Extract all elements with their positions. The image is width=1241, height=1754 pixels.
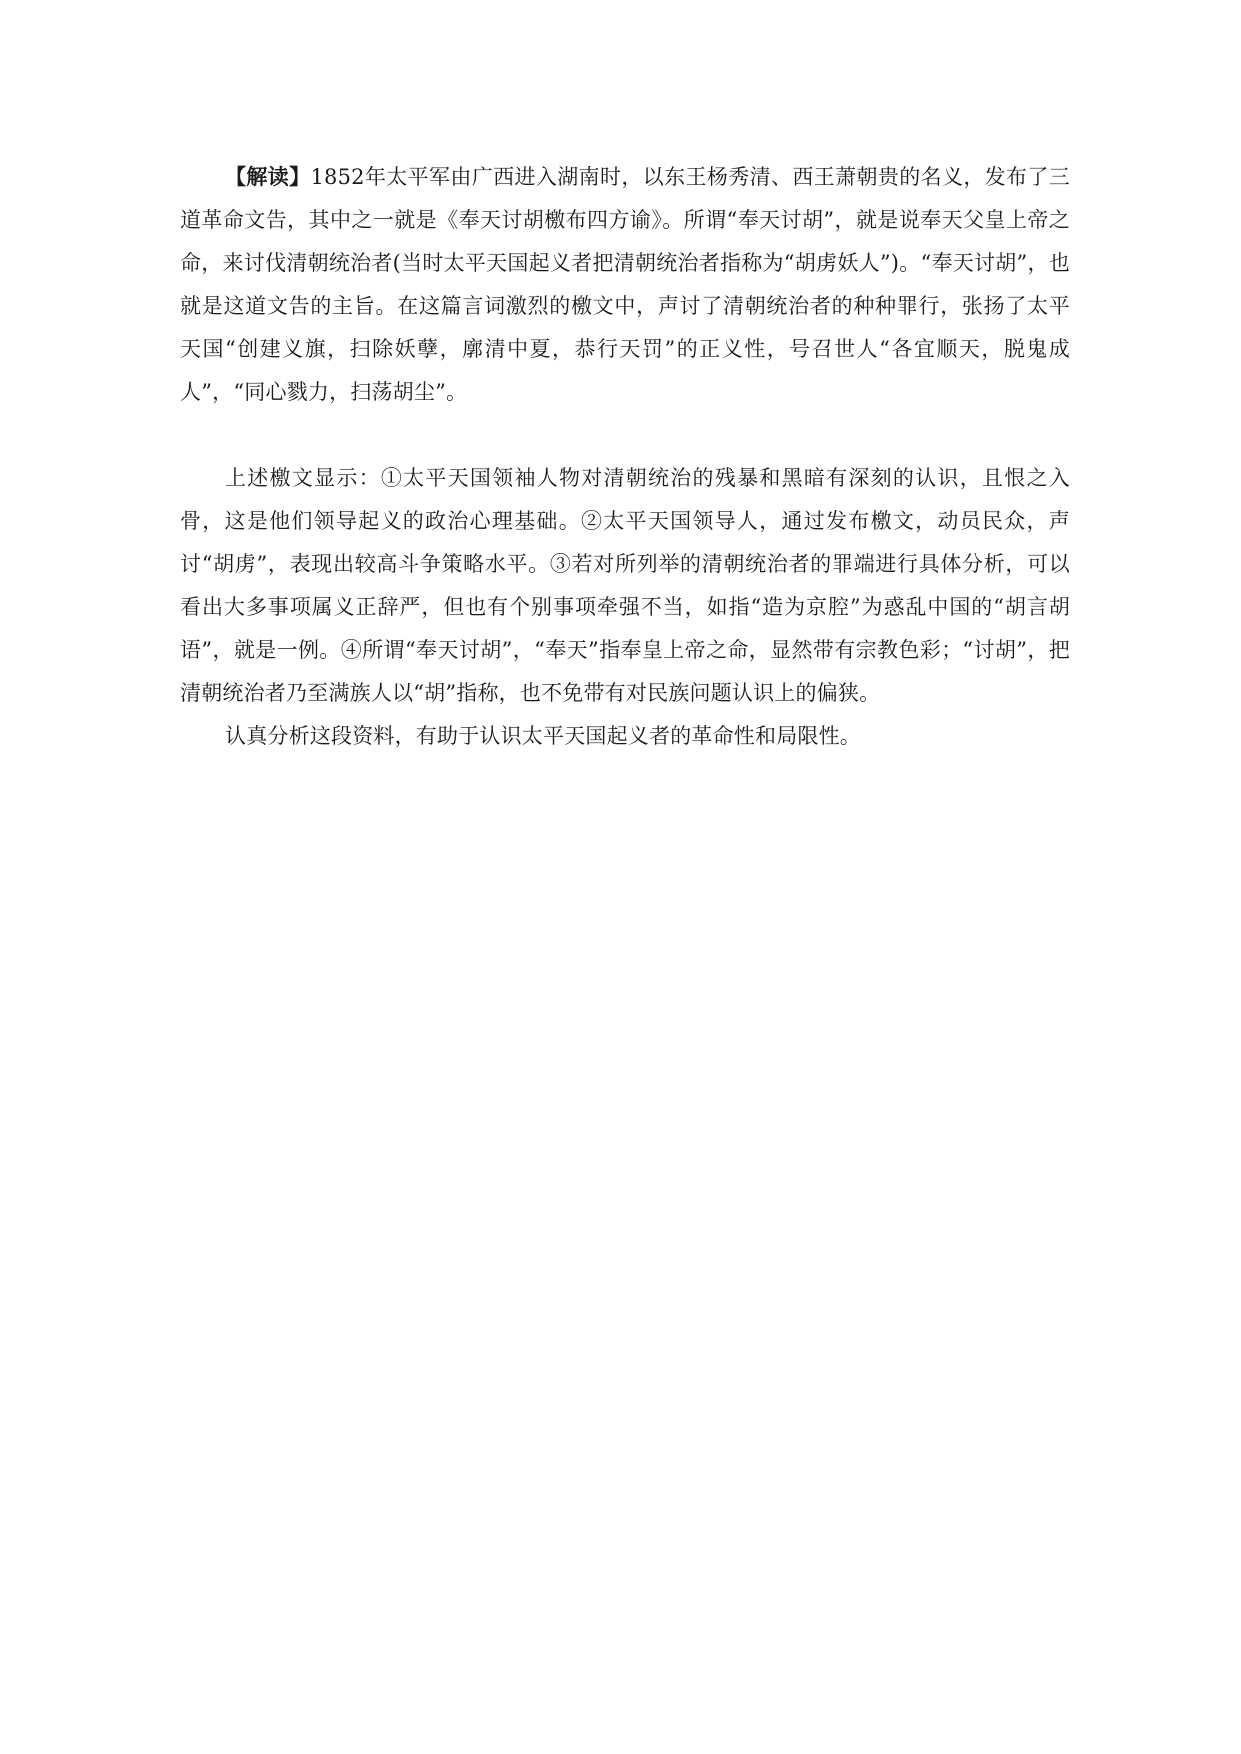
interpretation-paragraph bbox=[180, 155, 1070, 414]
interpretation-label: 【解读】 bbox=[225, 164, 311, 189]
paragraph-spacer bbox=[180, 414, 1070, 457]
interpretation-text: 1852年太平军由广西进入湖南时，以东王杨秀清、西王萧朝贵的名义，发布了三道革命文告，其中之一就是《奉天讨胡檄布四方谕》。所谓“奉天讨胡”，就是说奉天父皇上帝之命，来讨伐清朝统治者(当时太平天国起义者把清朝统治者指称为“胡虏妖人”)。“奉天讨胡”，也就是这道文告的主旨。在这篇言词激烈的檄文中，声讨了清朝统治者的种种罪行，张扬了太平天国“创建义旗，扫除妖孽，廓清中夏，恭行天罚”的正义性，号召世人“各宜顺天，脱鬼成人”，“同心戮力，扫荡胡尘”。 bbox=[180, 165, 1070, 404]
analysis-paragraph: 上述檄文显示：①太平天国领袖人物对清朝统治的残暴和黑暗有深刻的认识，且恨之入骨，这是他们领导起义的政治心理基础。②太平天国领导人，通过发布檄文，动员民众，声讨“胡虏”，表现出较高斗争策略水平。③若对所列举的清朝统治者的罪端进行具体分析，可以看出大多事项属义正辞严，但也有个别事项牵强不当，如指“造为京腔”为惑乱中国的“胡言胡语”，就是一例。④所谓“奉天讨胡”，“奉天”指奉皇上帝之命，显然带有宗教色彩；“讨胡”，把清朝统治者乃至满族人以“胡”指称，也不免带有对民族问题认识上的偏狭。 bbox=[180, 466, 1070, 705]
document-page bbox=[180, 155, 1070, 758]
conclusion-paragraph: 认真分析这段资料，有助于认识太平天国起义者的革命性和局限性。 bbox=[225, 724, 861, 748]
